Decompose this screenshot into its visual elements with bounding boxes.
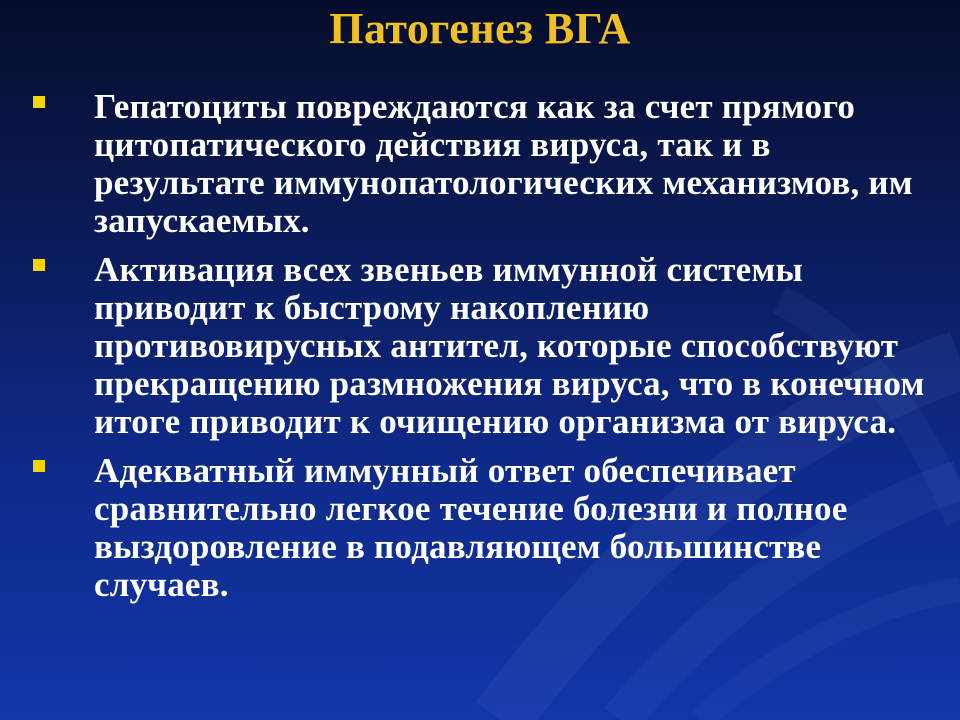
slide-title: Патогенез ВГА [329, 4, 631, 53]
bullet-item [30, 251, 940, 441]
square-bullet-icon [33, 460, 45, 472]
square-bullet-icon [33, 259, 45, 271]
bullet-text: Гепатоциты повреждаются как за счет прямого цитопатического действия вируса, так и в результате иммунопатологических механизмов, им запускаемых. [94, 87, 913, 240]
bullet-item [30, 88, 940, 240]
bullet-list [30, 88, 940, 615]
bullet-text: Адекватный иммунный ответ обеспечивает сравнительно легкое течение болезни и полное выздоровление в подавляющем большинстве случаев. [94, 451, 848, 604]
bullet-item [30, 452, 940, 604]
square-bullet-icon [33, 96, 45, 108]
bullet-text: Активация всех звеньев иммунной системы приводит к быстрому накоплению противовирусных антител, которые способствуют прекращению размножения вируса, что в конечном итоге приводит к очищению организма от вируса. [94, 250, 925, 441]
